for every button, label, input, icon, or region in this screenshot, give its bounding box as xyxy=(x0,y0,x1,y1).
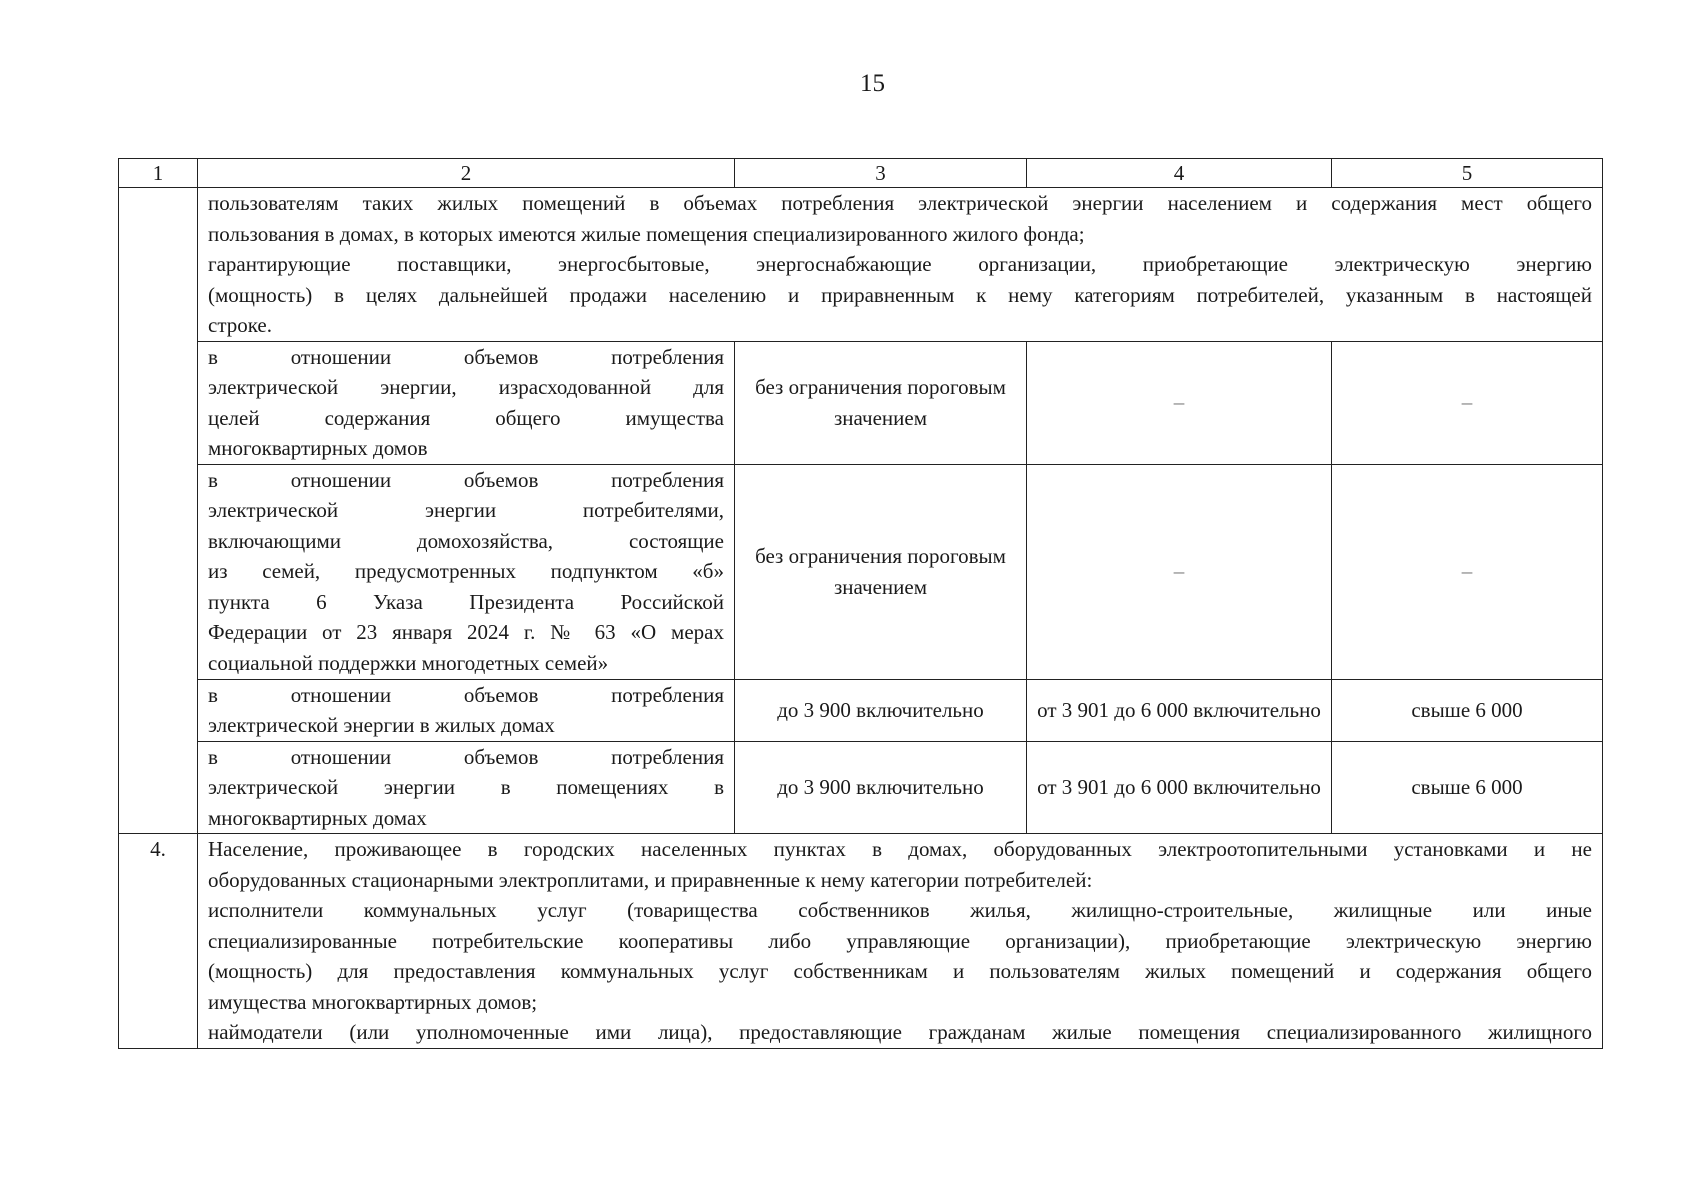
text-line: из семей, предусмотренных подпунктом «б» xyxy=(208,559,724,583)
range-cell: от 3 901 до 6 000 включительно xyxy=(1027,741,1332,834)
text-line: многоквартирных домов xyxy=(208,436,428,460)
column-number: 5 xyxy=(1332,159,1603,188)
text-line: социальной поддержки многодетных семей» xyxy=(208,650,609,675)
range-cell: от 3 901 до 6 000 включительно xyxy=(1027,679,1332,741)
tariff-table xyxy=(118,158,1603,1049)
description-cell xyxy=(198,464,735,679)
description-cell xyxy=(198,679,735,741)
text-line: строке. xyxy=(208,313,273,337)
range-cell xyxy=(1027,341,1332,464)
table-row xyxy=(119,741,1603,834)
table-row xyxy=(119,464,1603,679)
text-line: электрической энергии потребителями, xyxy=(208,498,724,522)
text-line: исполнители коммунальных услуг (товарищества собственников жилья, жилищно-строительные, жилищные или иные xyxy=(208,898,1592,922)
text-line: имущества многоквартирных домов; xyxy=(208,989,538,1014)
column-number: 4 xyxy=(1027,159,1332,188)
table-row xyxy=(119,679,1603,741)
table-row xyxy=(119,341,1603,464)
text-line: пункта 6 Указа Президента Российской xyxy=(208,589,724,614)
column-number-row xyxy=(119,159,1603,188)
text-line: электрической энергии в помещениях в xyxy=(208,775,724,799)
text-line: в отношении объемов потребления xyxy=(208,744,724,769)
text-line: в отношении объемов потребления xyxy=(208,467,724,492)
text-line: (мощность) для предоставления коммунальных услуг собственникам и пользователям жилых помещений и содержания общего xyxy=(208,959,1592,983)
text-line: наймодатели (или уполномоченные ими лица), предоставляющие гражданам жилые помещения специализированного жилищного xyxy=(208,1020,1592,1044)
dash: – xyxy=(1461,559,1473,584)
threshold-cell: до 3 900 включительно xyxy=(735,679,1027,741)
text-line: пользователям таких жилых помещений в объемах потребления электрической энергии населением и содержания мест общего xyxy=(208,191,1592,215)
section-4-text xyxy=(198,834,1603,1049)
text-line: специализированные потребительские кооперативы либо управляющие организации), приобретающие электрическую энергию xyxy=(208,928,1592,953)
row-number-cell xyxy=(119,188,198,834)
column-number: 1 xyxy=(119,159,198,188)
table-row-section-4 xyxy=(119,834,1603,1049)
description-cell xyxy=(198,741,735,834)
above-cell: свыше 6 000 xyxy=(1332,679,1603,741)
text-line: электрической энергии в жилых домах xyxy=(208,713,555,737)
dash: – xyxy=(1173,390,1185,415)
column-number: 3 xyxy=(735,159,1027,188)
above-cell: свыше 6 000 xyxy=(1332,741,1603,834)
column-number: 2 xyxy=(198,159,735,188)
continuation-text xyxy=(198,188,1603,342)
text-line: оборудованных стационарными электроплитами, и приравненные к нему категории потребителей: xyxy=(208,867,1093,892)
row-number: 4. xyxy=(119,834,198,1049)
threshold-cell: до 3 900 включительно xyxy=(735,741,1027,834)
text-line: включающими домохозяйства, состоящие xyxy=(208,528,724,553)
text-line: Население, проживающее в городских населенных пунктах в домах, оборудованных электроотопительными установками и не xyxy=(208,837,1592,861)
above-cell xyxy=(1332,464,1603,679)
table-row-continuation xyxy=(119,188,1603,342)
threshold-cell: без ограничения пороговым значением xyxy=(735,341,1027,464)
description-cell xyxy=(198,341,735,464)
text-line: электрической энергии, израсходованной для xyxy=(208,375,724,399)
text-line: целей содержания общего имущества xyxy=(208,405,724,430)
text-line: в отношении объемов потребления xyxy=(208,344,724,369)
text-line: пользования в домах, в которых имеются жилые помещения специализированного жилого фонда; xyxy=(208,221,1085,246)
above-cell xyxy=(1332,341,1603,464)
page-number: 15 xyxy=(860,70,885,97)
threshold-cell: без ограничения пороговым значением xyxy=(735,464,1027,679)
text-line: (мощность) в целях дальнейшей продажи населению и приравненным к нему категориям потребителей, указанным в настоящей xyxy=(208,282,1592,307)
range-cell xyxy=(1027,464,1332,679)
text-line: в отношении объемов потребления xyxy=(208,682,724,707)
text-line: гарантирующие поставщики, энергосбытовые, энергоснабжающие организации, приобретающие электрическую энергию xyxy=(208,252,1592,276)
text-line: многоквартирных домах xyxy=(208,805,427,830)
dash: – xyxy=(1461,390,1473,415)
text-line: Федерации от 23 января 2024 г. № 63 «О мерах xyxy=(208,620,724,644)
dash: – xyxy=(1173,559,1185,584)
